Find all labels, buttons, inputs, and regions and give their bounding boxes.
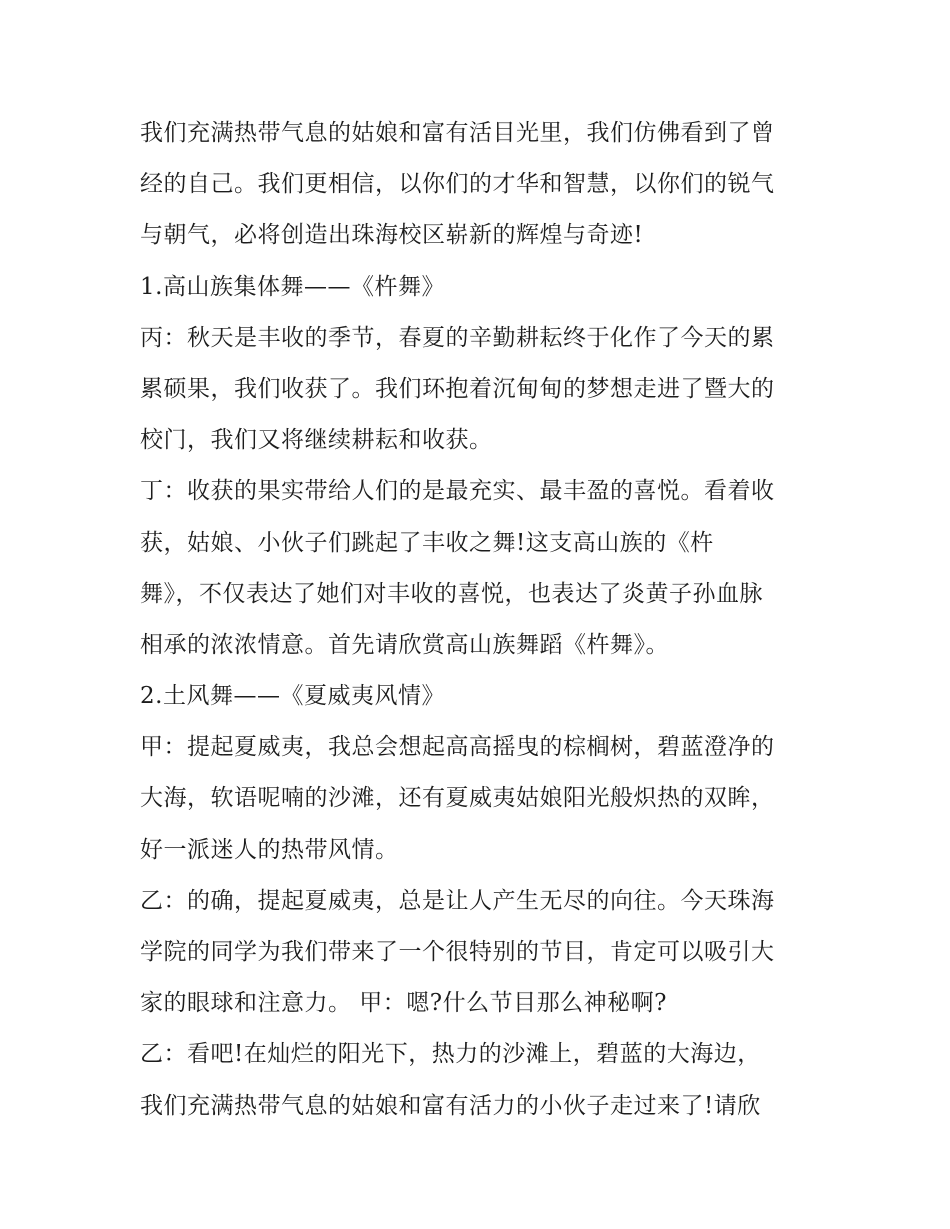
text-line: 与朝气，必将创造出珠海校区崭新的辉煌与奇迹! — [140, 222, 644, 249]
text-line: 甲：提起夏威夷，我总会想起高高摇曳的棕榈树，碧蓝澄净的 — [140, 734, 775, 761]
text-line: 舞》，不仅表达了她们对丰收的喜悦，也表达了炎黄子孙血脉 — [140, 580, 763, 607]
text-line: 相承的浓浓情意。首先请欣赏高山族舞蹈《杵舞》。 — [140, 631, 669, 658]
text-line: 累硕果，我们收获了。我们环抱着沉甸甸的梦想走进了暨大的 — [140, 375, 775, 402]
text-line: 学院的同学为我们带来了一个很特别的节目，肯定可以吸引大 — [140, 939, 775, 965]
text-line: 我们充满热带气息的姑娘和富有活力的小伙子走过来了!请欣 — [140, 1092, 761, 1119]
section-heading: 1.高山族集体舞——《杵舞》 — [140, 273, 445, 300]
text-line: 好一派迷人的热带风情。 — [140, 836, 399, 863]
text-line: 大海，软语呢喃的沙滩，还有夏威夷姑娘阳光般炽热的双眸， — [140, 785, 775, 812]
text-line: 经的自己。我们更相信，以你们的才华和智慧，以你们的锐气 — [140, 171, 775, 198]
text-line: 校门，我们又将继续耕耘和收获。 — [140, 427, 493, 454]
text-line: 家的眼球和注意力。 甲：嗯?什么节目那么神秘啊? — [140, 990, 667, 1017]
text-line: 丙：秋天是丰收的季节，春夏的辛勤耕耘终于化作了今天的累 — [140, 324, 775, 351]
text-line: 丁：收获的果实带给人们的是最充实、最丰盈的喜悦。看着收 — [140, 478, 775, 505]
section-heading: 2.土风舞——《夏威夷风情》 — [140, 683, 445, 710]
text-line: 获，姑娘、小伙子们跳起了丰收之舞!这支高山族的《杵 — [140, 529, 714, 556]
text-line: 乙：的确，提起夏威夷，总是让人产生无尽的向往。今天珠海 — [140, 887, 775, 914]
document-body — [140, 108, 830, 1132]
text-line: 乙：看吧!在灿烂的阳光下，热力的沙滩上，碧蓝的大海边， — [140, 1041, 761, 1068]
text-line: 我们充满热带气息的姑娘和富有活目光里，我们仿佛看到了曾 — [140, 120, 775, 146]
